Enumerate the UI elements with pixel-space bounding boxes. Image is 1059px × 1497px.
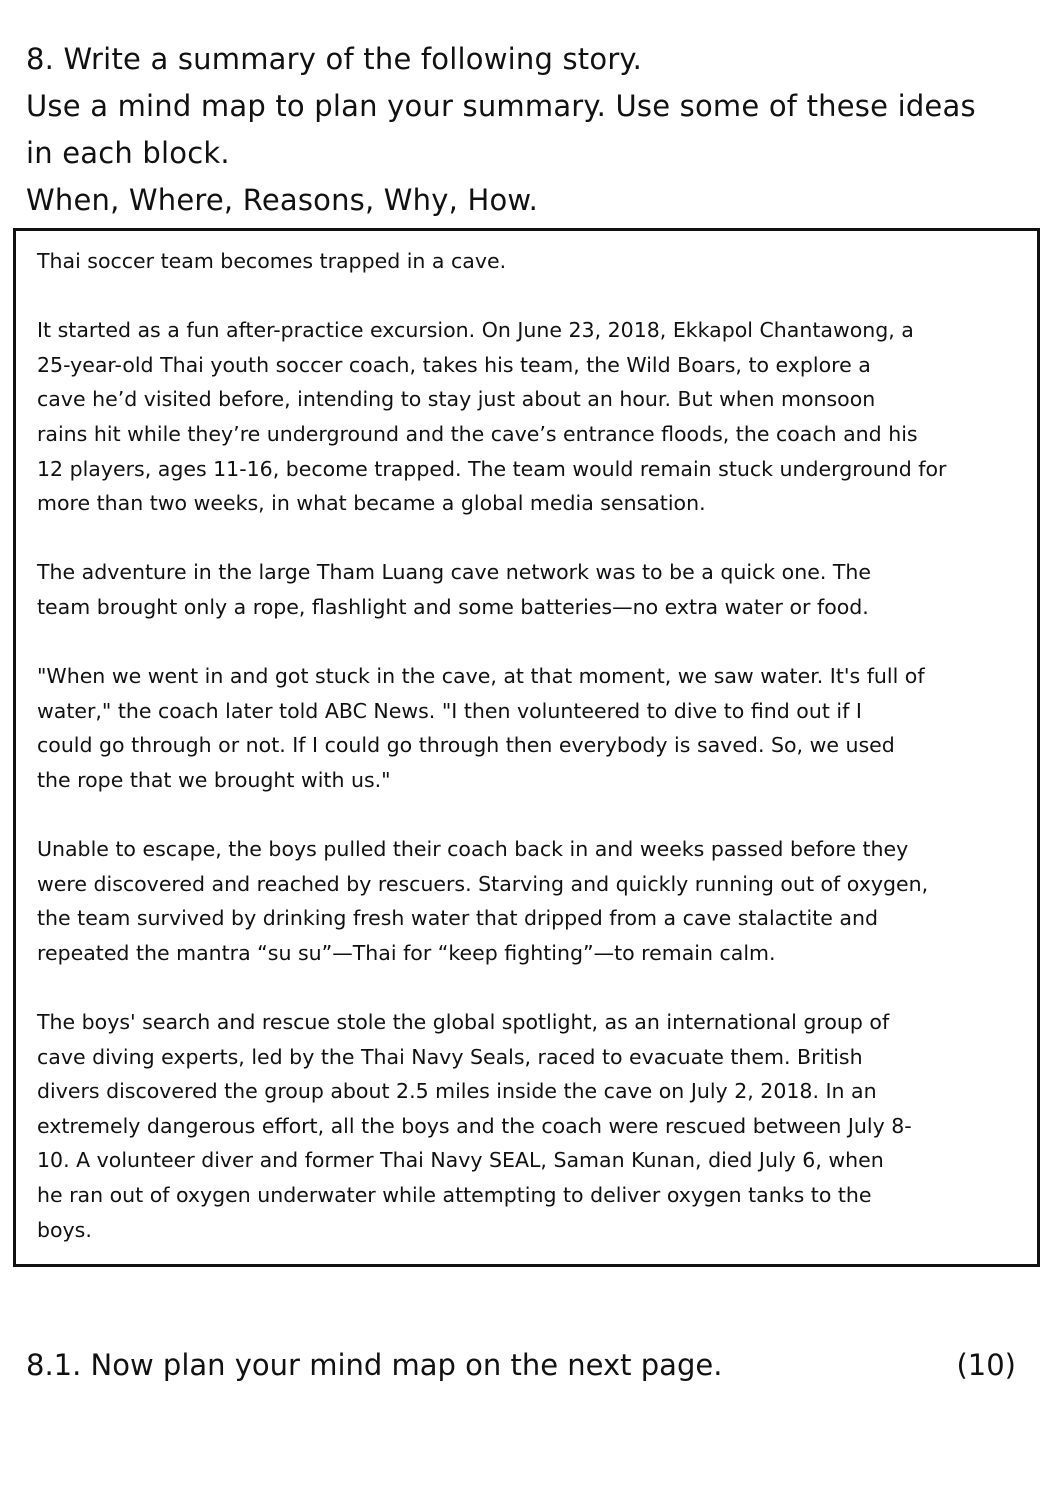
story-paragraph-2: The adventure in the large Tham Luang cave network was to be a quick one. The team brought only a rope, flashlight and some batteries—no extra water or food. <box>37 560 871 619</box>
instruction-line-4: When, Where, Reasons, Why, How. <box>26 183 539 217</box>
story-title: Thai soccer team becomes trapped in a cave. <box>37 249 507 273</box>
story-paragraph-1: It started as a fun after-practice excursion. On June 23, 2018, Ekkapol Chantawong, a 25-year-old Thai youth soccer coach, takes his team, the Wild Boars, to explore a cave he’d visited before, intending to stay just about an hour. But when monsoon rains hit while they’re underground and the cave’s entrance floods, the coach and his 12 players, ages 11-16, become trapped. The team would remain stuck underground for more than two weeks, in what became a global media sensation. <box>37 318 947 516</box>
instruction-line-3: in each block. <box>26 136 230 170</box>
task-text: 8.1. Now plan your mind map on the next page. <box>26 1348 723 1382</box>
instruction-line-2: Use a mind map to plan your summary. Use some of these ideas <box>26 89 976 123</box>
footer-task <box>26 1343 1016 1387</box>
instructions <box>26 36 1036 224</box>
story-text <box>37 244 1037 1247</box>
story-box <box>13 228 1040 1267</box>
story-paragraph-4: Unable to escape, the boys pulled their coach back in and weeks passed before they were discovered and reached by rescuers. Starving and quickly running out of oxygen, the team survived by drinking fresh water that dripped from a cave stalactite and repeated the mantra “su su”—Thai for “keep fighting”—to remain calm. <box>37 837 929 965</box>
instruction-line-1: 8. Write a summary of the following story. <box>26 42 643 76</box>
story-paragraph-3: "When we went in and got stuck in the cave, at that moment, we saw water. It's full of water," the coach later told ABC News. "I then volunteered to dive to find out if I could go through or not. If I could go through then everybody is saved. So, we used the rope that we brought with us." <box>37 664 925 792</box>
story-paragraph-5: The boys' search and rescue stole the global spotlight, as an international group of cave diving experts, led by the Thai Navy Seals, raced to evacuate them. British divers discovered the group about 2.5 miles inside the cave on July 2, 2018. In an extremely dangerous effort, all the boys and the coach were rescued between July 8- 10. A volunteer diver and former Thai Navy SEAL, Saman Kunan, died July 6, when he ran out of oxygen underwater while attempting to deliver oxygen tanks to the boys. <box>37 1010 912 1242</box>
marks-label: (10) <box>956 1348 1016 1382</box>
